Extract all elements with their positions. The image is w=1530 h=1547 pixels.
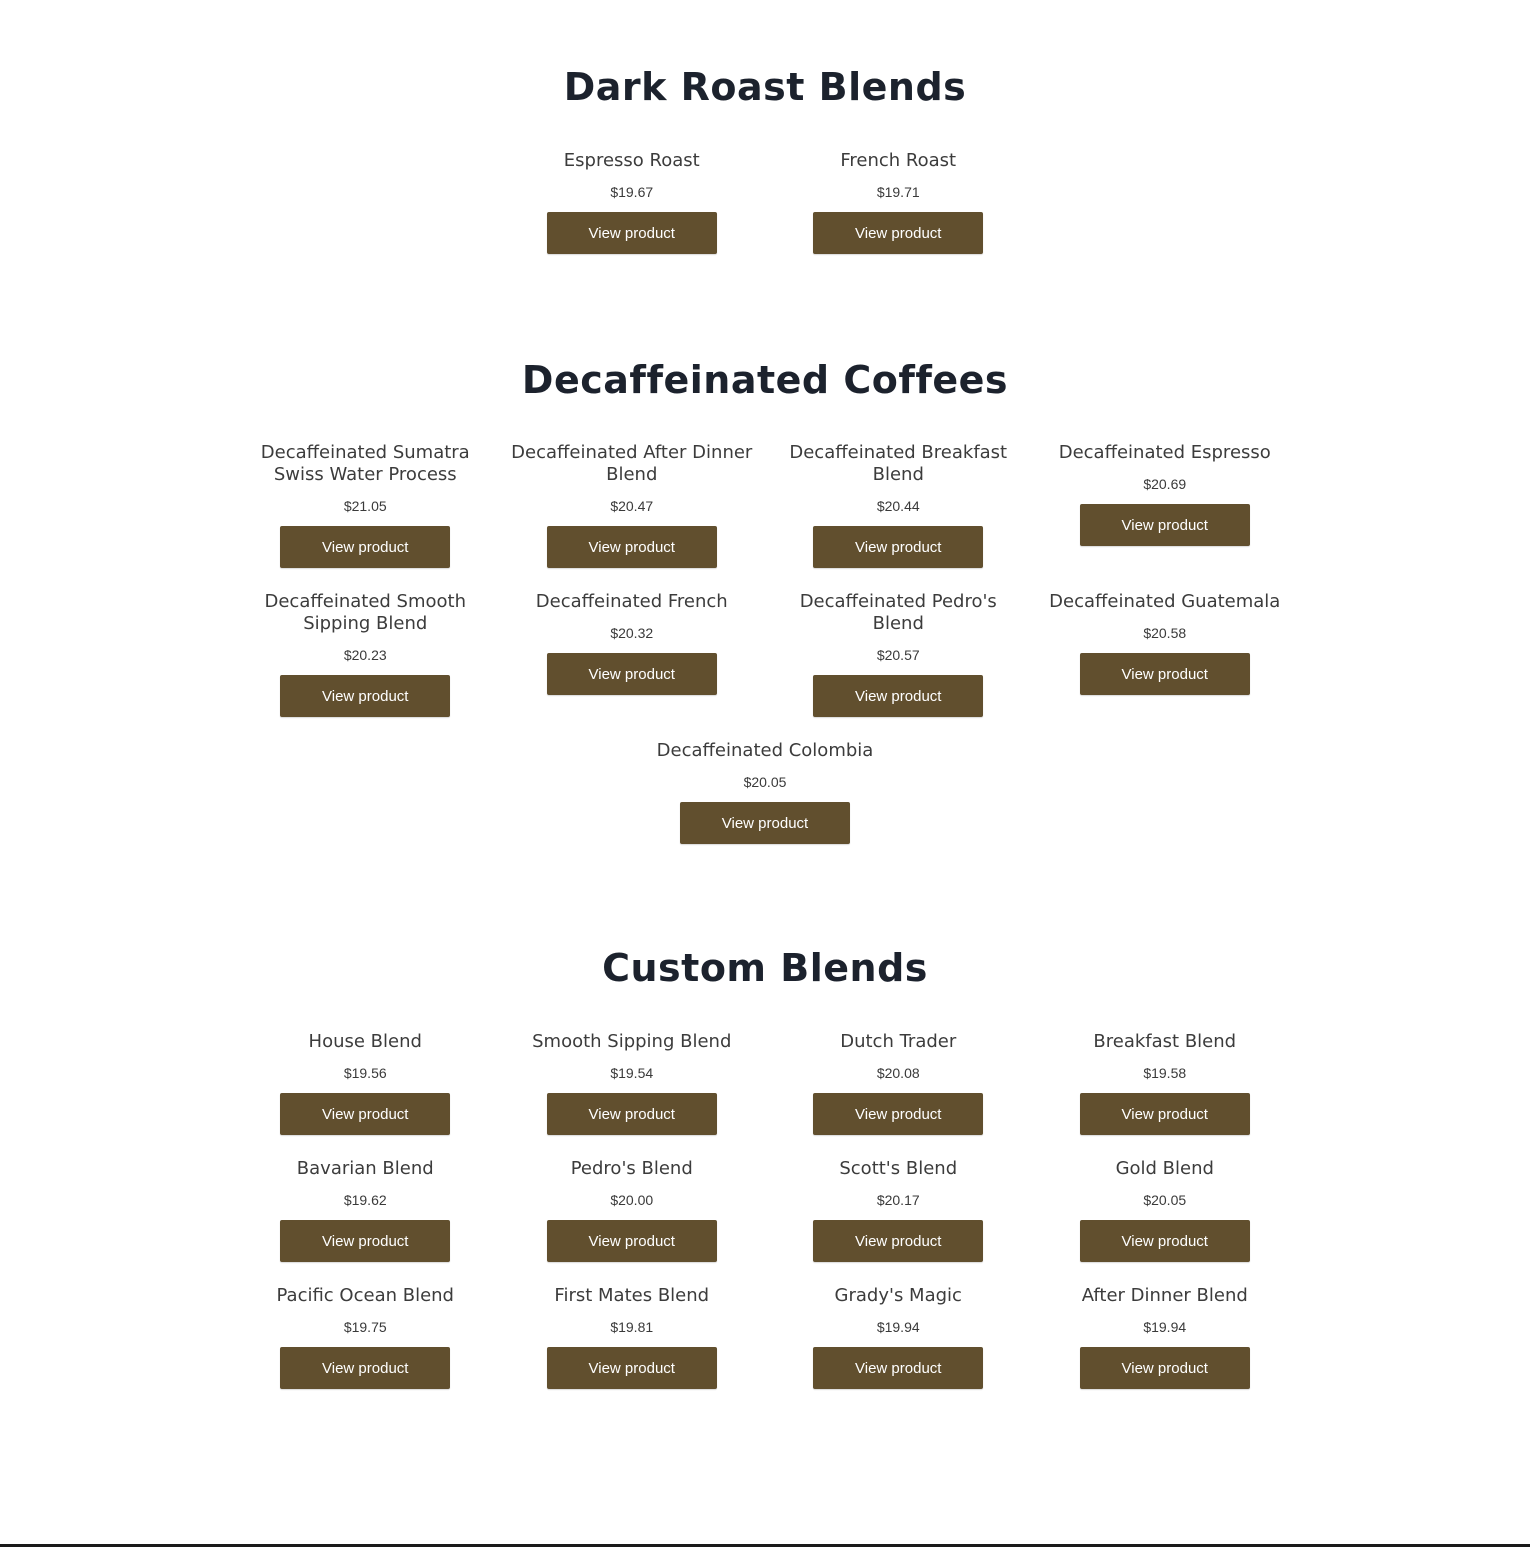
product-price: $20.44 — [876, 498, 920, 515]
view-product-button[interactable]: View product — [280, 1093, 450, 1135]
product-price: $19.94 — [876, 1319, 920, 1336]
product-price: $19.81 — [610, 1319, 654, 1336]
section-title: Dark Roast Blends — [563, 65, 967, 109]
product-price: $19.75 — [343, 1319, 387, 1336]
product-card — [1032, 442, 1299, 568]
product-card — [765, 442, 1032, 568]
product-price: $19.67 — [610, 183, 654, 200]
product-name[interactable]: Espresso Roast — [563, 149, 700, 171]
product-name[interactable]: Decaffeinated Guatemala — [1049, 591, 1281, 613]
product-card — [765, 1031, 1032, 1135]
product-card — [765, 1285, 1032, 1389]
view-product-button[interactable]: View product — [547, 212, 717, 254]
view-product-button[interactable]: View product — [680, 802, 850, 844]
view-product-button[interactable]: View product — [1080, 504, 1250, 546]
product-price: $20.17 — [876, 1192, 920, 1209]
product-price: $20.23 — [343, 647, 387, 664]
view-product-button[interactable]: View product — [1080, 1093, 1250, 1135]
product-price: $19.54 — [610, 1065, 654, 1082]
product-price: $21.05 — [343, 498, 387, 515]
view-product-button[interactable]: View product — [813, 675, 983, 717]
product-card — [765, 150, 1032, 254]
view-product-button[interactable]: View product — [813, 1347, 983, 1389]
product-card — [232, 591, 499, 717]
section-custom-blends — [232, 867, 1298, 1412]
product-name[interactable]: Pedro's Blend — [570, 1158, 693, 1180]
view-product-button[interactable]: View product — [813, 1093, 983, 1135]
product-grid — [232, 1031, 1298, 1412]
product-name[interactable]: French Roast — [840, 149, 957, 171]
product-name[interactable]: Decaffeinated Smooth Sipping Blend — [264, 591, 466, 635]
product-card — [1032, 591, 1299, 717]
product-name[interactable]: Pacific Ocean Blend — [276, 1285, 454, 1307]
view-product-button[interactable]: View product — [547, 1093, 717, 1135]
product-name[interactable]: Decaffeinated Espresso — [1058, 442, 1271, 464]
product-price: $20.58 — [1143, 625, 1187, 642]
product-price: $20.32 — [610, 625, 654, 642]
section-decaffeinated — [232, 277, 1298, 868]
section-title: Custom Blends — [602, 946, 928, 991]
product-card — [499, 591, 766, 717]
product-price: $20.05 — [743, 774, 787, 791]
product-price: $20.57 — [876, 647, 920, 664]
product-name[interactable]: Dutch Trader — [840, 1031, 957, 1053]
product-price: $19.62 — [343, 1192, 387, 1209]
product-card — [765, 1158, 1032, 1262]
product-name[interactable]: Decaffeinated After Dinner Blend — [511, 442, 753, 486]
product-card — [632, 740, 899, 844]
product-card — [232, 442, 499, 568]
product-price: $19.71 — [876, 183, 920, 200]
product-name[interactable]: Scott's Blend — [839, 1158, 958, 1180]
product-card — [232, 1031, 499, 1135]
product-name[interactable]: Bavarian Blend — [296, 1158, 434, 1180]
product-card — [499, 150, 766, 254]
product-card — [499, 1031, 766, 1135]
view-product-button[interactable]: View product — [813, 1220, 983, 1262]
view-product-button[interactable]: View product — [547, 526, 717, 568]
view-product-button[interactable]: View product — [280, 675, 450, 717]
product-name[interactable]: First Mates Blend — [554, 1285, 710, 1307]
product-price: $19.94 — [1143, 1319, 1187, 1336]
product-price: $20.47 — [610, 498, 654, 515]
product-name[interactable]: After Dinner Blend — [1081, 1285, 1248, 1307]
view-product-button[interactable]: View product — [1080, 1347, 1250, 1389]
view-product-button[interactable]: View product — [1080, 1220, 1250, 1262]
product-name[interactable]: Breakfast Blend — [1093, 1031, 1237, 1053]
product-card — [499, 442, 766, 568]
product-price: $20.00 — [610, 1192, 654, 1209]
product-price: $19.58 — [1143, 1065, 1187, 1082]
product-price: $20.69 — [1143, 476, 1187, 493]
product-card — [1032, 1285, 1299, 1389]
product-price: $19.56 — [343, 1065, 387, 1082]
product-name[interactable]: Decaffeinated Sumatra Swiss Water Process — [260, 442, 470, 486]
product-name[interactable]: House Blend — [308, 1031, 422, 1053]
product-grid — [232, 442, 1298, 867]
view-product-button[interactable]: View product — [813, 212, 983, 254]
product-card — [232, 1158, 499, 1262]
product-name[interactable]: Gold Blend — [1115, 1158, 1214, 1180]
view-product-button[interactable]: View product — [547, 1220, 717, 1262]
product-grid — [232, 150, 1298, 277]
product-card — [765, 591, 1032, 717]
view-product-button[interactable]: View product — [547, 653, 717, 695]
product-price: $20.08 — [876, 1065, 920, 1082]
product-name[interactable]: Decaffeinated French — [535, 591, 728, 613]
product-card — [499, 1285, 766, 1389]
view-product-button[interactable]: View product — [813, 526, 983, 568]
view-product-button[interactable]: View product — [1080, 653, 1250, 695]
view-product-button[interactable]: View product — [280, 1347, 450, 1389]
product-name[interactable]: Decaffeinated Pedro's Blend — [799, 591, 997, 635]
product-name[interactable]: Smooth Sipping Blend — [532, 1031, 732, 1053]
product-card — [1032, 1158, 1299, 1262]
view-product-button[interactable]: View product — [280, 1220, 450, 1262]
section-dark-roast — [232, 0, 1298, 277]
product-name[interactable]: Grady's Magic — [834, 1285, 962, 1307]
section-title: Decaffeinated Coffees — [521, 357, 1009, 402]
product-card — [232, 1285, 499, 1389]
view-product-button[interactable]: View product — [280, 526, 450, 568]
product-card — [499, 1158, 766, 1262]
product-name[interactable]: Decaffeinated Colombia — [656, 740, 874, 762]
product-name[interactable]: Decaffeinated Breakfast Blend — [789, 442, 1008, 486]
view-product-button[interactable]: View product — [547, 1347, 717, 1389]
product-card — [1032, 1031, 1299, 1135]
product-price: $20.05 — [1143, 1192, 1187, 1209]
